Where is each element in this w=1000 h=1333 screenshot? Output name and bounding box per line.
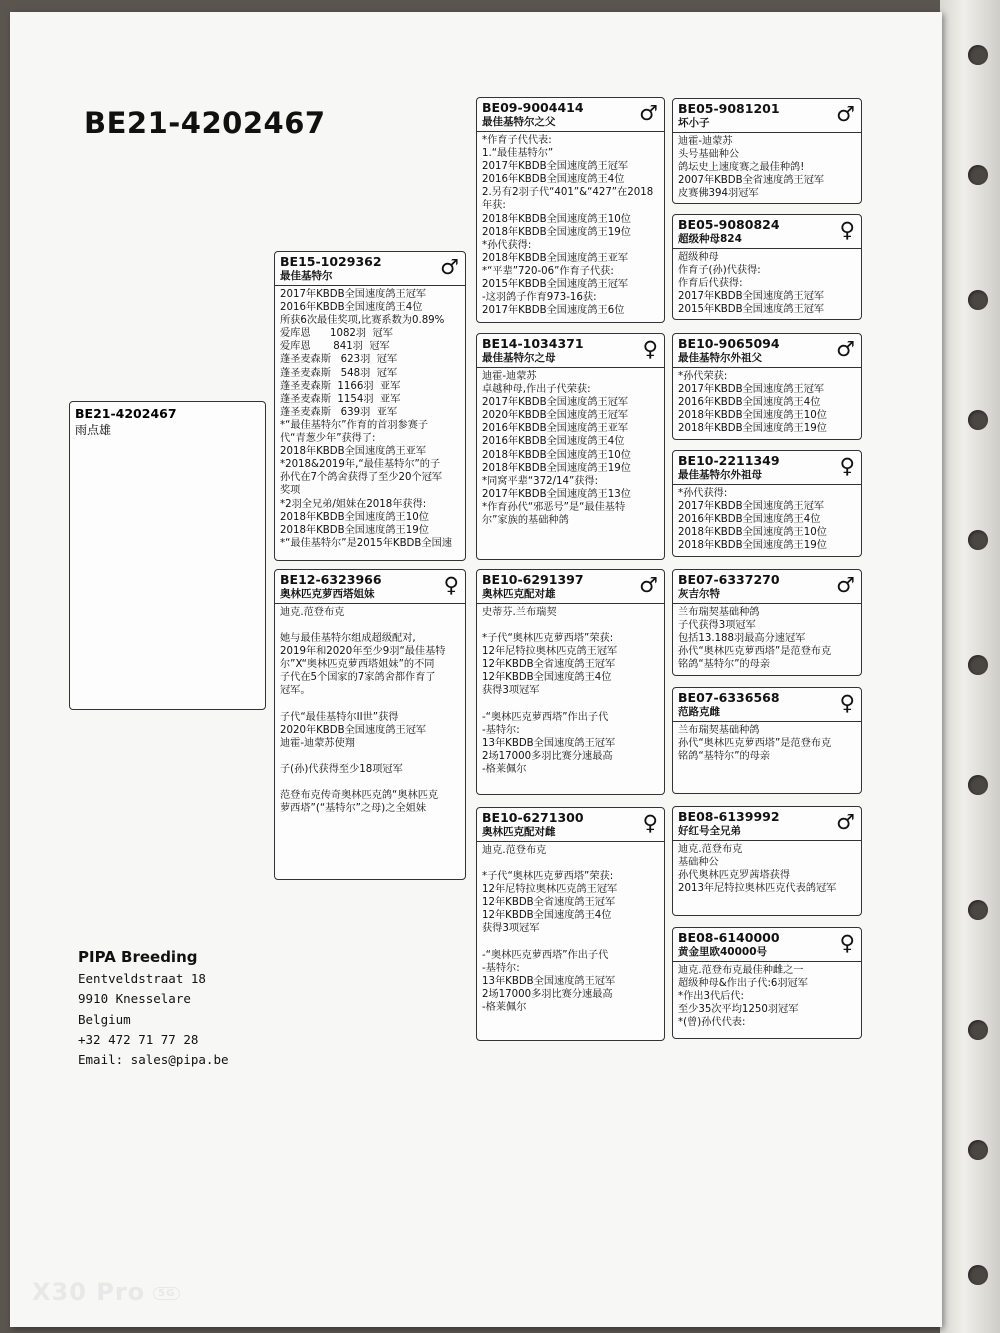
bird-nickname: 最佳基特尔之母: [482, 352, 556, 364]
note-line: 迪霍-迪蒙苏使翔: [280, 737, 355, 749]
note-line: *同窝平辈“372/14”获得:: [482, 475, 599, 487]
note-line: 爱库恩 841羽 冠军: [280, 341, 390, 353]
note-line: 铭鸽“基特尔”的母亲: [678, 659, 771, 671]
note-line: 鸽坛史上速度赛之最佳种鸽!: [678, 162, 805, 174]
note-line: 2018年KBDB全国速度鸽王10位: [678, 410, 827, 422]
binder-hole: [968, 410, 988, 430]
breeder-city: 9910 Knesselare: [78, 991, 191, 1007]
card-header: [477, 570, 664, 604]
binder-hole: [968, 900, 988, 920]
card-notes: [673, 841, 861, 897]
note-line: *2羽全兄弟/姐妹在2018年获得:: [280, 498, 427, 510]
note-line: 2016年KBDB全国速度鸽王4位: [482, 174, 625, 186]
male-symbol-icon: ♂: [836, 573, 855, 597]
great-grandparent-card-4: [672, 450, 862, 557]
note-line: 2016年KBDB全国速度鸽王亚军: [482, 423, 629, 435]
note-line: 尔”家族的基础种鸽: [482, 515, 569, 527]
note-line: 12年尼特拉奥林匹克鸽王冠军: [482, 646, 618, 658]
note-line: 2016年KBDB全国速度鸽王4位: [280, 302, 423, 314]
ring-number: BE07-6337270: [678, 572, 780, 587]
bird-nickname: 超级种母824: [678, 233, 742, 245]
female-symbol-icon: ♀: [839, 218, 855, 242]
note-line: 2017年KBDB全国速度鸽王冠军: [482, 161, 629, 173]
note-line: [482, 698, 659, 711]
card-header: [673, 807, 861, 841]
note-line: 13年KBDB全国速度鸽王冠军: [482, 737, 616, 749]
card-header: [673, 451, 861, 485]
note-line: 至少35次平均1250羽冠军: [678, 1004, 799, 1016]
note-line: 蓬圣麦森斯 1166羽 亚军: [280, 380, 401, 392]
note-line: 孙代在7个鸽舍获得了至少20个冠军: [280, 472, 443, 484]
note-line: 1.“最佳基特尔”: [482, 148, 554, 160]
ring-number: BE10-2211349: [678, 453, 780, 468]
note-line: 2007年KBDB全省速度鸽王冠军: [678, 175, 825, 187]
note-line: 2017年KBDB全国速度鸽王冠军: [678, 384, 825, 396]
breeder-address: [78, 945, 229, 1070]
note-line: 2018年KBDB全国速度鸽王10位: [280, 511, 429, 523]
note-line: *(曾)孙代代表:: [678, 1017, 746, 1029]
card-header: [477, 808, 664, 842]
note-line: 2017年KBDB全国速度鸽王冠军: [678, 291, 825, 303]
male-symbol-icon: ♂: [836, 337, 855, 361]
note-line: 范登布克传奇奥林匹克鸽“奥林匹克: [280, 789, 439, 801]
note-line: -基特尔:: [482, 962, 520, 974]
note-line: *孙代获得:: [482, 239, 532, 251]
note-line: 2018年KBDB全国速度鸽王亚军: [280, 446, 427, 458]
bird-nickname: 坏小子: [678, 117, 710, 129]
note-line: 头号基础种公: [678, 149, 740, 161]
note-line: 超级种母&作出子代:6羽冠军: [678, 978, 808, 990]
note-line: 子代获得3项冠军: [678, 620, 756, 632]
note-line: 2018年KBDB全国速度鸽王10位: [482, 213, 631, 225]
note-line: 子代在5个国家的7家鸽舍都作育了: [280, 672, 436, 684]
note-line: 获得3项冠军: [482, 685, 540, 697]
female-symbol-icon: ♀: [839, 931, 855, 955]
female-symbol-icon: ♀: [642, 337, 658, 361]
note-line: 代“青葱少年”获得了:: [280, 433, 376, 445]
note-line: 2018年KBDB全国速度鸽王10位: [678, 527, 827, 539]
note-line: 基础种公: [678, 857, 719, 869]
binder-hole: [968, 775, 988, 795]
note-line: 卓越种母,作出子代荣获:: [482, 384, 591, 396]
note-line: *“最佳基特尔”是2015年KBDB全国速: [280, 537, 452, 549]
note-line: 萝西塔”(“基特尔”之母)之全姐妹: [280, 803, 427, 815]
parent-dam-card: [274, 569, 466, 880]
note-line: 2场17000多羽比赛分速最高: [482, 988, 613, 1000]
granddam-paternal-card: [476, 333, 665, 560]
card-header: [673, 215, 861, 249]
note-line: -基特尔:: [482, 724, 520, 736]
card-header: [477, 98, 664, 132]
note-line: [280, 698, 460, 711]
breeder-name: PIPA Breeding: [78, 948, 198, 966]
note-line: 2018年KBDB全国速度鸽王19位: [678, 540, 827, 552]
ring-number: BE07-6336568: [678, 690, 780, 705]
note-line: [280, 776, 460, 789]
note-line: 所获6次最佳奖项,比赛系数为0.89%: [280, 315, 445, 327]
bird-nickname: 奥林匹克配对雄: [482, 588, 556, 600]
note-line: 2018年KBDB全国速度鸽王10位: [482, 449, 631, 461]
main-bird-ring: BE21-4202467: [75, 406, 177, 421]
note-line: 铭鸽“基特尔”的母亲: [678, 751, 771, 763]
ring-number: BE12-6323966: [280, 572, 382, 587]
note-line: 2018年KBDB全国速度鸽王19位: [482, 462, 631, 474]
breeder-country: Belgium: [78, 1011, 131, 1027]
note-line: 蓬圣麦森斯 623羽 冠军: [280, 354, 398, 366]
female-symbol-icon: ♀: [443, 573, 459, 597]
male-symbol-icon: ♂: [836, 810, 855, 834]
binder-hole: [968, 1140, 988, 1160]
binder-hole: [968, 655, 988, 675]
note-line: *孙代获得:: [678, 488, 728, 499]
ring-number: BE09-9004414: [482, 100, 584, 115]
note-line: 迪霍-迪蒙苏: [678, 136, 733, 147]
great-grandparent-card-6: [672, 687, 862, 794]
male-symbol-icon: ♂: [836, 102, 855, 126]
note-line: -“奥林匹克萝西塔”作出子代: [482, 949, 609, 961]
note-line: 2018年KBDB全国速度鸽王19位: [482, 226, 631, 238]
note-line: 2017年KBDB全国速度鸽王冠军: [678, 501, 825, 513]
note-line: 2019年和2020年至少9羽“最佳基特: [280, 646, 446, 658]
note-line: 2016年KBDB全国速度鸽王4位: [482, 436, 625, 448]
bird-nickname: 范路克雌: [678, 706, 720, 718]
note-line: 蓬圣麦森斯 548羽 冠军: [280, 367, 398, 379]
note-line: 12年KBDB全省速度鸽王冠军: [482, 897, 616, 909]
note-line: 她与最佳基特尔组成超级配对,: [280, 633, 416, 645]
note-line: 年获:: [482, 200, 506, 212]
note-line: 兰布瑞契基础种鸽: [678, 725, 760, 736]
note-line: 12年KBDB全国速度鸽王4位: [482, 910, 612, 922]
note-line: 迪克.范登布克: [678, 844, 743, 855]
bird-nickname: 最佳基特尔外祖母: [678, 469, 762, 481]
breeder-email: Email: sales@pipa.be: [78, 1052, 229, 1068]
bird-nickname: 奥林匹克配对雌: [482, 826, 556, 838]
card-header: [673, 928, 861, 962]
male-symbol-icon: ♂: [440, 255, 459, 279]
note-line: 2013年尼特拉奥林匹克代表鸽冠军: [678, 883, 837, 895]
ring-number: BE10-6291397: [482, 572, 584, 587]
note-line: -格莱佩尔: [482, 763, 527, 775]
note-line: *子代“奥林匹克萝西塔”荣获:: [482, 633, 614, 645]
granddam-maternal-card: [476, 807, 665, 1041]
female-symbol-icon: ♀: [642, 811, 658, 835]
ring-number: BE10-6271300: [482, 810, 584, 825]
ring-number: BE08-6139992: [678, 809, 780, 824]
binder-hole: [968, 45, 988, 65]
bird-nickname: 灰吉尔特: [678, 588, 720, 600]
note-line: *孙代荣获:: [678, 371, 728, 382]
note-line: 12年KBDB全省速度鸽王冠军: [482, 659, 616, 671]
card-notes: [477, 368, 664, 529]
note-line: 12年KBDB全国速度鸽王4位: [482, 672, 612, 684]
ring-number: BE05-9080824: [678, 217, 780, 232]
note-line: 蓬圣麦森斯 639羽 亚军: [280, 406, 398, 418]
breeder-phone: +32 472 71 77 28: [78, 1031, 199, 1047]
note-line: -格莱佩尔: [482, 1001, 527, 1013]
note-line: 皮赛佛394羽冠军: [678, 188, 759, 200]
note-line: 奖项: [280, 485, 301, 497]
note-line: 2017年KBDB全国速度鸽王13位: [482, 488, 631, 500]
note-line: [482, 857, 659, 870]
female-symbol-icon: ♀: [839, 691, 855, 715]
note-line: 兰布瑞契基础种鸽: [678, 607, 760, 618]
card-notes: [275, 604, 465, 817]
card-header: [275, 252, 465, 286]
note-line: 迪克.范登布克: [482, 845, 547, 856]
parent-sire-card: [274, 251, 466, 561]
card-notes: [673, 133, 861, 202]
card-header: [673, 688, 861, 722]
note-line: 2018年KBDB全国速度鸽王亚军: [482, 252, 629, 264]
ring-number: BE14-1034371: [482, 336, 584, 351]
note-line: 迪克.范登布克最佳种雌之一: [678, 965, 804, 976]
note-line: 2015年KBDB全国速度鸽王冠军: [482, 279, 629, 291]
card-notes: [673, 368, 861, 437]
note-line: 2017年KBDB全国速度鸽王6位: [482, 305, 625, 317]
note-line: 超级种母: [678, 252, 719, 263]
note-line: 孙代奥林匹克罗茜塔获得: [678, 870, 791, 882]
great-grandparent-card-7: [672, 806, 862, 916]
note-line: 2020年KBDB全国速度鸽王冠军: [482, 410, 629, 422]
card-header: [673, 570, 861, 604]
note-line: 蓬圣麦森斯 1154羽 亚军: [280, 393, 401, 405]
note-line: *“最佳基特尔”作育的首羽参赛子: [280, 419, 429, 431]
note-line: 2017年KBDB全国速度鸽王冠军: [280, 289, 427, 300]
camera-watermark: [32, 1278, 180, 1306]
card-notes: [673, 722, 861, 765]
note-line: 获得3项冠军: [482, 923, 540, 935]
note-line: 作育子(孙)代获得:: [678, 265, 761, 277]
note-line: [482, 619, 659, 632]
card-notes: [673, 962, 861, 1031]
note-line: 2020年KBDB全国速度鸽王冠军: [280, 724, 427, 736]
breeder-street: Eentveldstraat 18: [78, 971, 206, 986]
camera-model: X30 Pro: [32, 1278, 146, 1306]
card-notes: [673, 604, 861, 673]
great-grandparent-card-8: [672, 927, 862, 1039]
card-notes: [477, 604, 664, 778]
bird-nickname: 好红号全兄弟: [678, 825, 741, 837]
card-header: [673, 99, 861, 133]
binder-hole: [968, 165, 988, 185]
grandsire-paternal-card: [476, 97, 665, 323]
card-notes: [477, 132, 664, 319]
card-header: [477, 334, 664, 368]
card-header: [275, 570, 465, 604]
note-line: 子(孙)代获得至少18项冠军: [280, 763, 403, 775]
note-line: [482, 936, 659, 949]
great-grandparent-card-2: [672, 214, 862, 320]
note-line: 2018年KBDB全国速度鸽王19位: [280, 524, 429, 536]
male-symbol-icon: ♂: [639, 101, 658, 125]
card-notes: [275, 286, 465, 552]
note-line: *作育子代代表:: [482, 135, 552, 146]
note-line: 迪克.范登布克: [280, 607, 345, 618]
great-grandparent-card-1: [672, 98, 862, 204]
note-line: 包括13.188羽最高分速冠军: [678, 633, 806, 645]
note-line: 2018年KBDB全国速度鸽王19位: [678, 423, 827, 435]
card-notes: [673, 249, 861, 318]
note-line: 孙代“奥林匹克萝西塔”是范登布克: [678, 646, 832, 658]
note-line: 2.另有2羽子代“401”&“427”在2018: [482, 187, 654, 199]
card-header: [673, 334, 861, 368]
grandsire-maternal-card: [476, 569, 665, 795]
bird-nickname: 最佳基特尔外祖父: [678, 352, 762, 364]
note-line: *子代“奥林匹克萝西塔”荣获:: [482, 871, 614, 883]
ring-number: BE05-9081201: [678, 101, 780, 116]
bird-nickname: 最佳基特尔之父: [482, 116, 556, 128]
note-line: 作育后代获得:: [678, 278, 743, 290]
note-line: *2018&2019年,“最佳基特尔”的子: [280, 459, 441, 471]
note-line: -这羽鸽子作育973-16获:: [482, 292, 597, 304]
note-line: 爱库恩 1082羽 冠军: [280, 328, 393, 340]
card-notes: [477, 842, 664, 1016]
note-line: 尔”X“奥林匹克萝西塔姐妹”的不同: [280, 659, 435, 671]
bird-nickname: 最佳基特尔: [280, 270, 333, 282]
ring-number: BE10-9065094: [678, 336, 780, 351]
note-line: *作出3代后代:: [678, 991, 744, 1003]
note-line: 史蒂芬.兰布瑞契: [482, 607, 557, 618]
male-symbol-icon: ♂: [639, 573, 658, 597]
note-line: [280, 750, 460, 763]
ring-number: BE15-1029362: [280, 254, 382, 269]
binder-hole: [968, 530, 988, 550]
page-title: BE21-4202467: [84, 106, 326, 140]
female-symbol-icon: ♀: [839, 454, 855, 478]
great-grandparent-card-5: [672, 569, 862, 676]
camera-5g-badge: 5G: [153, 1287, 180, 1300]
note-line: 12年尼特拉奥林匹克鸽王冠军: [482, 884, 618, 896]
note-line: *作育孙代“邪恶号”是“最佳基特: [482, 501, 626, 513]
bird-nickname: 黄金里欧40000号: [678, 946, 768, 958]
note-line: 2016年KBDB全国速度鸽王4位: [678, 397, 821, 409]
note-line: 迪霍-迪蒙苏: [482, 371, 537, 382]
note-line: 2场17000多羽比赛分速最高: [482, 750, 613, 762]
ring-number: BE08-6140000: [678, 930, 780, 945]
note-line: 冠军。: [280, 685, 311, 697]
binder-hole: [968, 1265, 988, 1285]
note-line: 2015年KBDB全国速度鸽王冠军: [678, 304, 825, 316]
note-line: *“平辈”720-06”作育子代获:: [482, 265, 614, 277]
note-line: 2017年KBDB全国速度鸽王冠军: [482, 397, 629, 409]
note-line: 13年KBDB全国速度鸽王冠军: [482, 975, 616, 987]
card-notes: [673, 485, 861, 554]
note-line: 孙代“奥林匹克萝西塔”是范登布克: [678, 738, 832, 750]
note-line: 2016年KBDB全国速度鸽王4位: [678, 514, 821, 526]
main-bird-nickname: 雨点雄: [75, 423, 112, 437]
note-line: 子代“最佳基特尔II世”获得: [280, 711, 399, 723]
note-line: -“奥林匹克萝西塔”作出子代: [482, 711, 609, 723]
bird-nickname: 奥林匹克萝西塔姐妹: [280, 588, 375, 600]
binder-hole: [968, 290, 988, 310]
great-grandparent-card-3: [672, 333, 862, 440]
main-bird-card: [69, 401, 266, 710]
binder-hole: [968, 1020, 988, 1040]
note-line: [280, 619, 460, 632]
